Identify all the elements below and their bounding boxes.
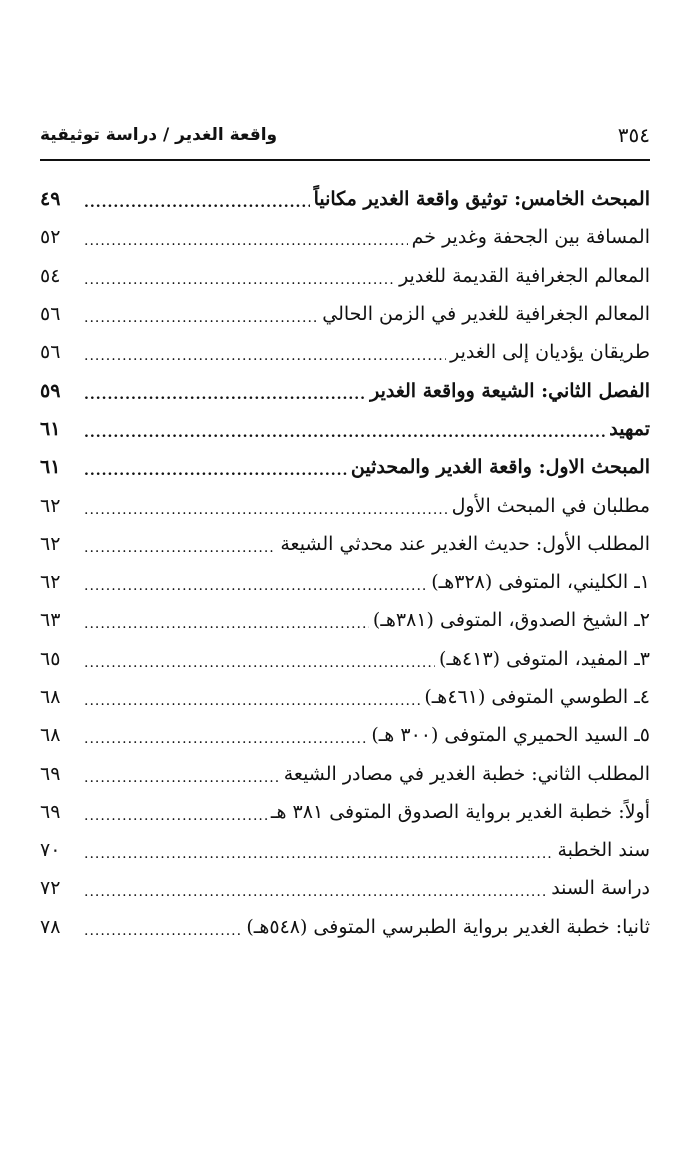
toc-entry <box>40 716 650 754</box>
toc-entry-title: مطلبان في المبحث الأول <box>451 494 650 517</box>
toc-entry <box>40 218 650 256</box>
toc-entry <box>40 448 650 486</box>
toc-entry-title: المطلب الثاني: خطبة الغدير في مصادر الشيعة <box>283 762 650 785</box>
toc-entry-page: ٦١ <box>40 417 61 440</box>
toc-entry <box>40 831 650 869</box>
dot-leader <box>84 189 310 209</box>
toc-entry-title: دراسة السند <box>551 877 650 900</box>
dot-leader <box>84 227 408 247</box>
toc-entry <box>40 908 650 946</box>
toc-entry-page: ٦١ <box>40 456 61 479</box>
toc-entry <box>40 371 650 409</box>
toc-entry-page: ٥٢ <box>40 226 61 249</box>
toc-entry-page: ٥٤ <box>40 264 61 287</box>
dot-leader <box>84 266 395 286</box>
toc-entry-page: ٧٠ <box>40 839 61 862</box>
toc-entry-page: ٥٦ <box>40 303 61 326</box>
toc-entry-title: ثانيا: خطبة الغدير برواية الطبرسي المتوفى (٥٤٨هـ) <box>246 915 650 938</box>
toc-entry-title: ١ـ الكليني، المتوفى (٣٢٨هـ) <box>431 571 650 594</box>
toc-entry-title: المعالم الجغرافية للغدير في الزمن الحالي <box>322 303 650 326</box>
header-rule <box>40 159 650 161</box>
toc-entry-title: المبحث الاول: واقعة الغدير والمحدثين <box>350 456 650 479</box>
running-title: واقعة الغدير / دراسة توثيقية <box>40 125 278 145</box>
toc-entry <box>40 754 650 792</box>
dot-leader <box>84 381 366 401</box>
toc-entry-page: ٧٢ <box>40 877 61 900</box>
dot-leader <box>84 304 318 324</box>
dot-leader <box>84 342 446 362</box>
toc-entry-page: ٦٨ <box>40 724 61 747</box>
toc-entry-title: المعالم الجغرافية القديمة للغدير <box>399 264 650 287</box>
toc-entry-page: ٦٥ <box>40 647 61 670</box>
dot-leader <box>84 419 605 439</box>
toc-entry <box>40 525 650 563</box>
toc-entry-title: ٥ـ السيد الحميري المتوفى (٣٠٠ هـ) <box>371 724 650 747</box>
dot-leader <box>84 840 553 860</box>
toc-entry <box>40 410 650 448</box>
dot-leader <box>84 725 367 745</box>
toc-entry-title: ٢ـ الشيخ الصدوق، المتوفى (٣٨١هـ) <box>372 609 650 632</box>
toc-entry-title: أولاً: خطبة الغدير برواية الصدوق المتوفى ٣٨١ هـ <box>270 800 650 823</box>
toc-entry <box>40 793 650 831</box>
toc-entry-page: ٦٨ <box>40 686 61 708</box>
toc-entry-title: المطلب الأول: حديث الغدير عند محدثي الشيعة <box>280 532 650 555</box>
toc-entry-page: ٦٣ <box>40 609 61 632</box>
dot-leader <box>84 687 420 707</box>
dot-leader <box>84 802 267 822</box>
dot-leader <box>84 764 280 784</box>
toc-entry <box>40 640 650 678</box>
dot-leader <box>84 457 347 477</box>
toc-entry-title: سند الخطبة <box>557 839 650 862</box>
toc-entry-title: ٤ـ الطوسي المتوفى (٤٦١هـ) <box>424 686 650 708</box>
toc-entry <box>40 333 650 371</box>
toc-entry <box>40 563 650 601</box>
toc-entry-page: ٦٩ <box>40 762 61 785</box>
page-header <box>40 118 650 152</box>
toc-entry-page: ٦٢ <box>40 494 61 517</box>
toc-entry-title: تمهيد <box>609 417 650 440</box>
toc-entry <box>40 601 650 639</box>
toc-entry <box>40 257 650 295</box>
dot-leader <box>84 610 369 630</box>
toc-entry <box>40 678 650 716</box>
toc-entry-page: ٧٨ <box>40 915 61 938</box>
toc-entry-title: المبحث الخامس: توثيق واقعة الغدير مكانياً <box>313 188 650 211</box>
toc-entry <box>40 295 650 333</box>
dot-leader <box>84 572 427 592</box>
toc-entry-page: ٦٢ <box>40 571 61 594</box>
toc-entry <box>40 486 650 524</box>
toc-entry-title: المسافة بين الجحفة وغدير خم <box>411 226 650 249</box>
toc-entry-title: الفصل الثاني: الشيعة وواقعة الغدير <box>370 379 650 402</box>
toc-entry-page: ٦٢ <box>40 532 61 555</box>
dot-leader <box>84 649 435 669</box>
dot-leader <box>84 496 448 516</box>
toc-entry-page: ٥٩ <box>40 379 61 402</box>
toc-entry-title: ٣ـ المفيد، المتوفى (٤١٣هـ) <box>439 647 650 670</box>
dot-leader <box>84 878 547 898</box>
dot-leader <box>84 534 276 554</box>
toc-entry-page: ٦٩ <box>40 800 61 823</box>
page-number: ٣٥٤ <box>617 124 650 147</box>
toc-entry <box>40 869 650 907</box>
dot-leader <box>84 917 242 937</box>
toc-entry-title: طريقان يؤديان إلى الغدير <box>450 341 650 364</box>
toc-entry <box>40 180 650 218</box>
toc-entry-page: ٤٩ <box>40 188 61 211</box>
toc-entry-page: ٥٦ <box>40 341 61 364</box>
table-of-contents <box>40 180 650 946</box>
